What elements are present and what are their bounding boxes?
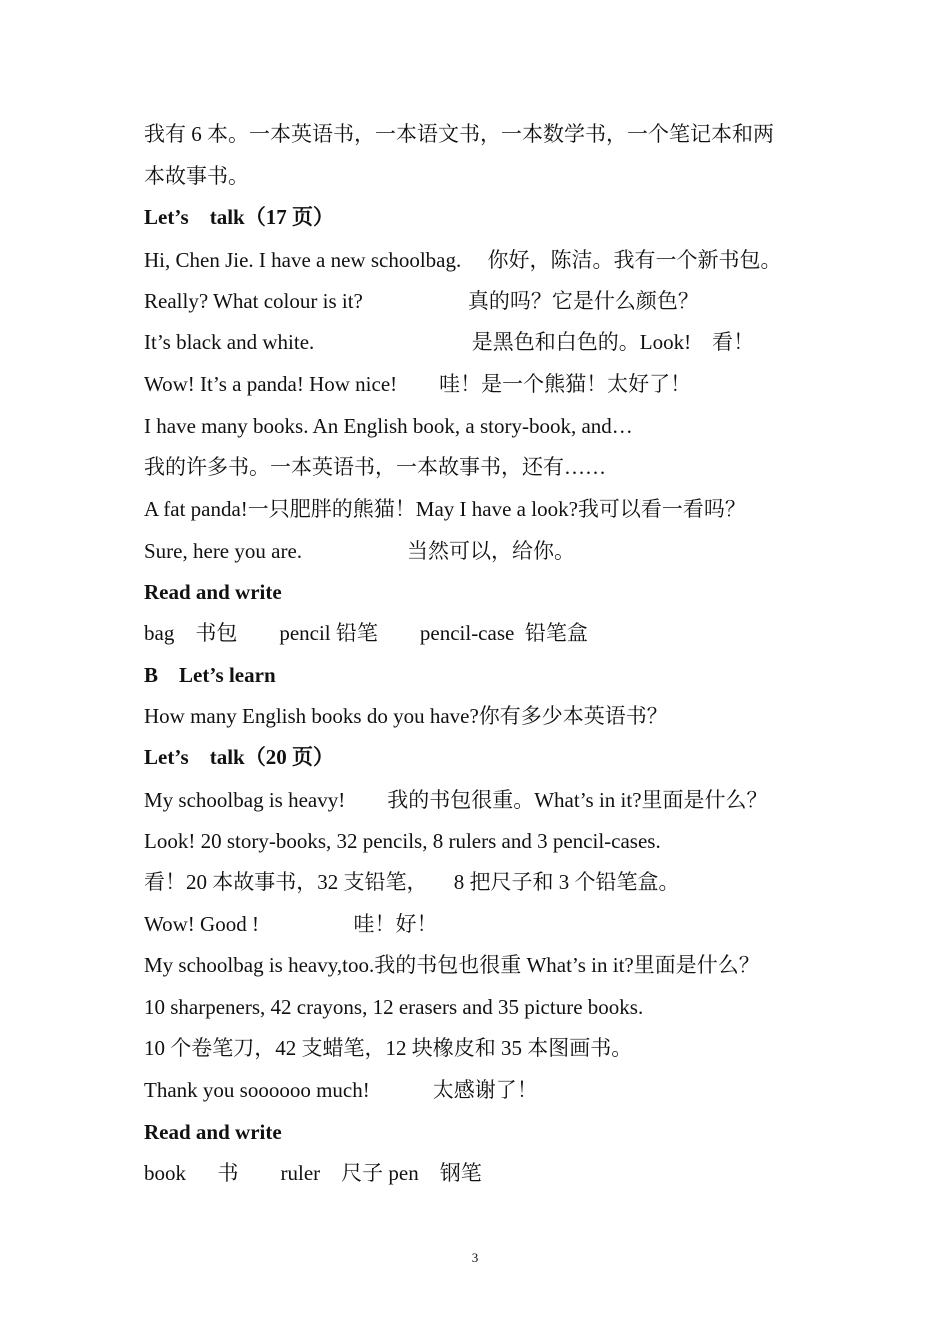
text-line: My schoolbag is heavy! 我的书包很重。What’s in it?里面是什么？ xyxy=(144,788,768,812)
text-line: Wow! It’s a panda! How nice! 哇！是一个熊猫！太好了！ xyxy=(144,372,692,396)
text-line: Wow! Good ! 哇！好！ xyxy=(144,912,438,936)
text-line: 10 sharpeners, 42 crayons, 12 erasers and 35 picture books. xyxy=(144,995,644,1019)
text-line: A fat panda!一只肥胖的熊猫！May I have a look?我可以看一看吗？ xyxy=(144,497,746,521)
text-line: bag 书包 pencil 铅笔 pencil-case 铅笔盒 xyxy=(144,621,588,645)
text-line: 我有 6 本。一本英语书，一本语文书，一本数学书，一个笔记本和两 xyxy=(144,122,774,146)
text-line: How many English books do you have?你有多少本英语书？ xyxy=(144,704,668,728)
section-heading: Let’s talk（17 页） xyxy=(144,205,334,229)
text-line: My schoolbag is heavy,too.我的书包也很重 What’s in it?里面是什么？ xyxy=(144,953,760,977)
section-heading: Read and write xyxy=(144,580,282,604)
text-line: 我的许多书。一本英语书，一本故事书，还有…… xyxy=(144,455,606,479)
text-line: Really? What colour is it? 真的吗？它是什么颜色？ xyxy=(144,289,699,313)
section-heading: Let’s talk（20 页） xyxy=(144,745,334,769)
text-line: Thank you soooooo much! 太感谢了！ xyxy=(144,1078,538,1102)
section-heading: Read and write xyxy=(144,1120,282,1144)
text-line: 看！20 本故事书，32 支铅笔， 8 把尺子和 3 个铅笔盒。 xyxy=(144,870,680,894)
text-line: I have many books. An English book, a story-book, and… xyxy=(144,414,633,438)
section-heading: B Let’s learn xyxy=(144,663,276,687)
text-line: Hi, Chen Jie. I have a new schoolbag. 你好，陈洁。我有一个新书包。 xyxy=(144,248,782,272)
text-line: Sure, here you are. 当然可以，给你。 xyxy=(144,539,576,563)
text-line: It’s black and white. 是黑色和白色的。Look! 看！ xyxy=(144,330,755,354)
text-line: Look! 20 story-books, 32 pencils, 8 rulers and 3 pencil-cases. xyxy=(144,829,661,853)
text-line: 本故事书。 xyxy=(144,164,249,188)
text-line: book 书 ruler 尺子 pen 钢笔 xyxy=(144,1161,482,1185)
text-line: 10 个卷笔刀，42 支蜡笔，12 块橡皮和 35 本图画书。 xyxy=(144,1036,633,1060)
page-number: 3 xyxy=(471,1250,479,1265)
